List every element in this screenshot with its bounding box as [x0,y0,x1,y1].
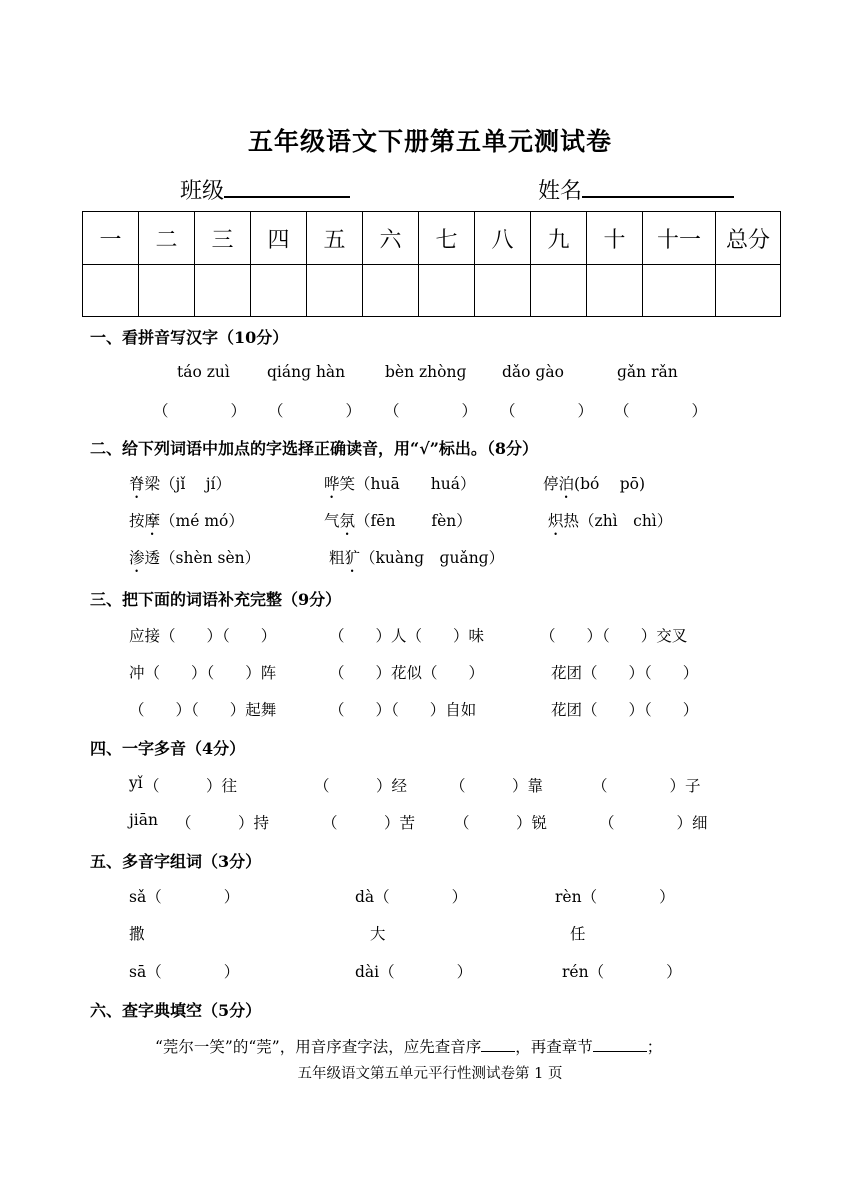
idiom-fill-item[interactable]: （ ）（ ）起舞 [129,701,277,719]
polyphone-char: 任 [570,925,586,943]
reading-options[interactable]: （kuànɡ ɡuǎnɡ） [360,549,505,567]
polyphone-pinyin: jiān [129,811,158,829]
class-label: 班级 [180,179,225,204]
pinyin-item: ɡǎn rǎn [617,363,678,381]
answer-blank[interactable]: （ ） [614,402,708,420]
reading-options[interactable]: （mé mó） [160,512,244,530]
reading-item: 渗透（shèn sèn） [129,549,261,567]
score-table-header-row [83,212,781,265]
polyphone-char: 撒 [129,925,145,943]
idiom-fill-item[interactable]: 花团（ ）（ ） [551,664,699,682]
score-header-cell: 五 [307,212,363,265]
compound-fill[interactable]: dài（ ） [355,963,473,981]
reading-item: 哗笑（huā huá） [324,475,476,493]
polyphone-fill[interactable]: （ ）子 [592,777,701,795]
compound-fill[interactable]: rèn（ ） [555,888,675,906]
dotted-char: 脊 [129,475,145,493]
dotted-char: 哗 [324,475,340,493]
section-6-heading: 六、查字典填空（5分） [90,1001,262,1020]
idiom-fill-item[interactable]: 应接（ ）（ ） [129,627,277,645]
name-label: 姓名 [538,179,583,204]
score-cell[interactable] [251,265,307,317]
score-cell[interactable] [363,265,419,317]
section-1-heading: 一、看拼音写汉字（10分） [90,328,289,347]
score-cell[interactable] [587,265,643,317]
score-header-cell: 七 [419,212,475,265]
section-2-heading: 二、给下列词语中加点的字选择正确读音，用“√”标出。（8分） [90,439,539,458]
polyphone-fill[interactable]: （ ）苦 [322,814,416,832]
reading-item: 炽热（zhì chì） [548,512,673,530]
reading-options[interactable]: （shèn sèn） [160,549,261,567]
polyphone-pinyin: yǐ [129,774,143,792]
score-header-cell: 总分 [716,212,781,265]
pinyin-item: qiánɡ hàn [267,363,346,381]
class-input-line[interactable] [224,172,350,198]
reading-options[interactable]: （zhì chì） [579,512,673,530]
score-header-cell: 三 [195,212,251,265]
dotted-char: 渗 [129,549,145,567]
idiom-fill-item[interactable]: 冲（ ）（ ）阵 [129,664,277,682]
idiom-fill-item[interactable]: （ ）（ ）自如 [329,701,477,719]
score-cell[interactable] [83,265,139,317]
dotted-char: 犷 [344,549,361,567]
section-4-heading: 四、一字多音（4分） [90,739,246,758]
score-cell[interactable] [475,265,531,317]
reading-options[interactable]: （jǐ jí） [160,475,231,493]
reading-options[interactable]: （huā huá） [355,475,476,493]
score-cell[interactable] [139,265,195,317]
reading-options[interactable]: (bó pō) [574,475,646,493]
score-cell[interactable] [419,265,475,317]
polyphone-char: 大 [370,925,386,943]
idiom-fill-item[interactable]: （ ）人（ ）味 [329,627,485,645]
reading-item: 按摩（mé mó） [129,512,244,530]
compound-fill[interactable]: dà（ ） [355,888,468,906]
score-cell[interactable] [643,265,716,317]
section-3-heading: 三、把下面的词语补充完整（9分） [90,590,342,609]
score-header-cell: 十一 [643,212,716,265]
pinyin-item: táo zuì [177,363,230,381]
class-field [180,172,350,205]
score-header-cell: 八 [475,212,531,265]
compound-fill[interactable]: sā（ ） [129,963,240,981]
polyphone-fill[interactable]: （ ）持 [176,814,270,832]
score-header-cell: 六 [363,212,419,265]
dotted-char: 泊 [558,475,575,493]
polyphone-fill[interactable]: （ ）靠 [450,777,544,795]
dotted-char: 摩 [144,512,161,530]
compound-fill[interactable]: rén（ ） [562,963,682,981]
answer-blank[interactable]: （ ） [268,402,362,420]
polyphone-fill[interactable]: （ ）细 [599,814,708,832]
score-header-cell: 二 [139,212,195,265]
reading-item: 粗犷（kuànɡ ɡuǎnɡ） [329,549,505,567]
idiom-fill-item[interactable]: 花团（ ）（ ） [551,701,699,719]
idiom-fill-item[interactable]: （ ）（ ）交叉 [540,627,688,645]
section-blank[interactable] [593,1037,647,1052]
score-cell[interactable] [307,265,363,317]
reading-item: 脊梁（jǐ jí） [129,475,231,493]
dotted-char: 氛 [339,512,356,530]
polyphone-fill[interactable]: （ ）锐 [454,814,548,832]
answer-blank[interactable]: （ ） [500,402,594,420]
compound-fill[interactable]: sǎ（ ） [129,888,240,906]
polyphone-fill[interactable]: （ ）往 [144,777,238,795]
score-header-cell: 九 [531,212,587,265]
reading-item: 气氛（fēn fèn） [324,512,472,530]
page-title: 五年级语文下册第五单元测试卷 [247,127,612,156]
name-field [538,172,734,205]
reading-item: 停泊(bó pō) [543,475,646,493]
answer-blank[interactable]: （ ） [384,402,478,420]
score-table-entry-row [83,265,781,317]
section-5-heading: 五、多音字组词（3分） [90,852,262,871]
idiom-fill-item[interactable]: （ ）花似（ ） [329,664,485,682]
pinyin-item: bèn zhònɡ [385,363,467,381]
pinyin-item: dǎo ɡào [502,363,564,381]
score-table [82,211,781,317]
dotted-char: 炽 [548,512,564,530]
dictionary-question: “莞尔一笑”的“莞”，用音序查字法，应先查音序 ，再查章节 ； [155,1038,663,1056]
score-cell[interactable] [531,265,587,317]
answer-blank[interactable]: （ ） [153,402,247,420]
name-input-line[interactable] [582,172,734,198]
score-header-cell: 一 [83,212,139,265]
phonetic-order-blank[interactable] [481,1037,515,1052]
polyphone-fill[interactable]: （ ）经 [314,777,408,795]
score-header-cell: 十 [587,212,643,265]
reading-options[interactable]: （fēn fèn） [355,512,472,530]
score-header-cell: 四 [251,212,307,265]
score-cell[interactable] [195,265,251,317]
page-footer: 五年级语文第五单元平行性测试卷第 1 页 [297,1066,563,1082]
score-cell[interactable] [716,265,781,317]
